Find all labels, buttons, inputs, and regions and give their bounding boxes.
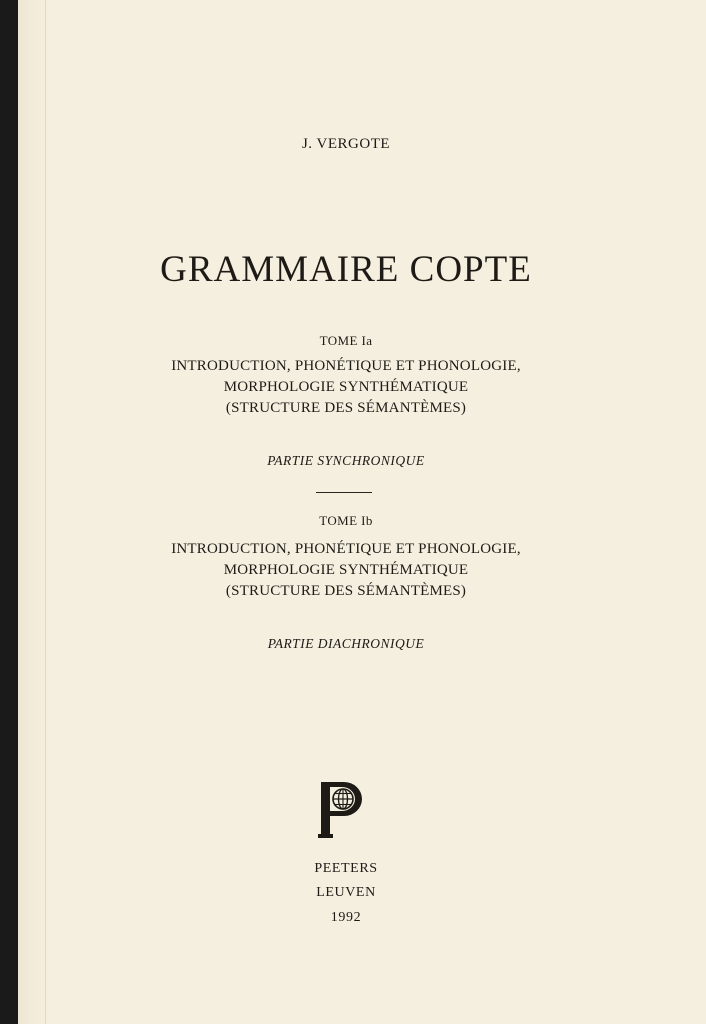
tome-ia-desc-line-3: (STRUCTURE DES SÉMANTÈMES) [225,400,467,416]
tome-ia-desc-line-1: INTRODUCTION, PHONÉTIQUE ET PHONOLOGIE, [171,358,521,374]
author-name: J. VERGOTE [301,136,391,152]
book-title: GRAMMAIRE COPTE [160,249,532,290]
partie-synchronique: PARTIE SYNCHRONIQUE [267,453,425,468]
tome-ib-label: TOME Ib [319,513,373,528]
publisher-city: LEUVEN [316,885,376,900]
tome-ia-desc-line-2: MORPHOLOGIE SYNTHÉMATIQUE [223,379,469,395]
publication-year: 1992 [330,910,362,925]
publisher-name: PEETERS [314,861,378,876]
tome-ib-desc-line-3: (STRUCTURE DES SÉMANTÈMES) [225,583,467,599]
tome-ia-label: TOME Ia [319,333,373,348]
spine-fold [18,0,46,1024]
partie-diachronique: PARTIE DIACHRONIQUE [267,636,425,651]
peeters-p-globe-logo [318,780,366,840]
tome-ib-desc-line-1: INTRODUCTION, PHONÉTIQUE ET PHONOLOGIE, [171,541,521,557]
divider-rule [316,492,372,493]
tome-ib-desc-line-2: MORPHOLOGIE SYNTHÉMATIQUE [223,562,469,578]
